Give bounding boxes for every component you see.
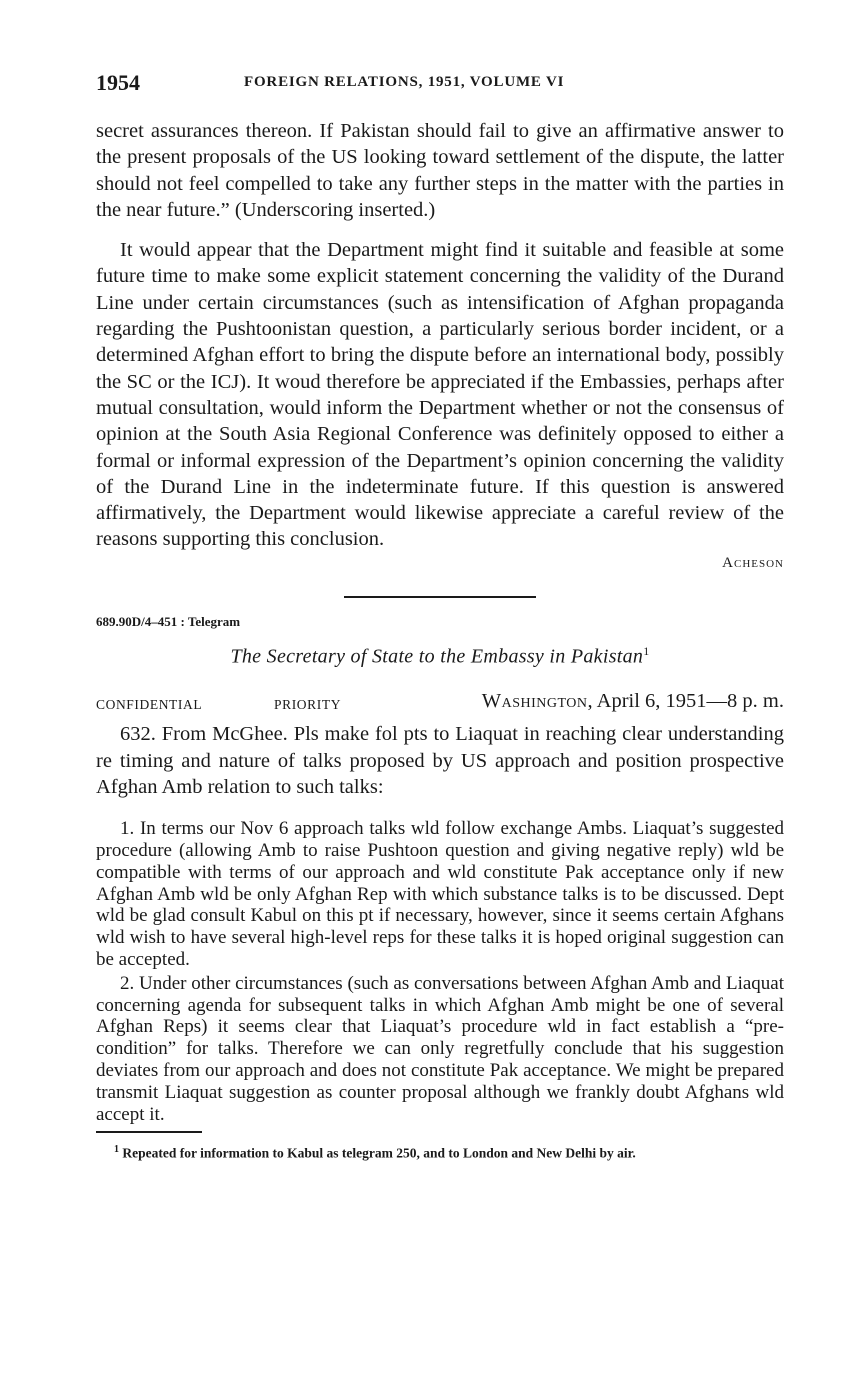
dateline-place: Washington bbox=[481, 690, 588, 713]
continued-paragraph: secret assurances thereon. If Pakistan should fail to give an affirmative answer to the present proposals of the US looking toward settlement of the dispute, the latter should not feel compelled to take any further steps in the matter with the parties in the near future.” (Underscoring inserted.) bbox=[96, 120, 784, 221]
telegram-intro: 632. From McGhee. Pls make fol pts to Liaquat in reaching clear understanding re timing and nature of talks proposed by US approach and position prospective Afghan Amb relation to such talks: bbox=[96, 723, 784, 798]
signature: Acheson bbox=[722, 554, 784, 571]
numbered-point-2: 2. Under other circumstances (such as conversations between Afghan Amb and Liaquat concerning agenda for subsequent talks in which Afghan Amb might be one of several Afghan Reps) it seems clear that Liaquat’s procedure wld in fact establish a “pre-condition” for talks. Therefore we can only regretfully conclude that his suggestion deviates from our approach and does not constitute Pak acceptance. We might be prepared transmit Liaquat suggestion as counter proposal although we frankly doubt Afghans wld accept it. bbox=[96, 972, 784, 1125]
document-title-text: The Secretary of State to the Embassy in Pakistan bbox=[230, 645, 644, 668]
footnote-text: Repeated for information to Kabul as telegram 250, and to London and New Delhi by air. bbox=[122, 1145, 636, 1161]
file-reference: 689.90D/4–451 : Telegram bbox=[96, 613, 241, 629]
document-page bbox=[96, 70, 784, 1163]
dateline-date: , April 6, 1951—8 p. m. bbox=[587, 690, 784, 713]
footnote bbox=[96, 1141, 784, 1163]
body-paragraph: It would appear that the Department might find it suitable and feasible at some future time to make some explicit statement concerning the validity of the Durand Line under certain circumstances (such as intensification of Afghan propaganda regarding the Pushtoonistan question, a particularly serious border incident, or a determined Afghan effort to bring the dispute before an international body, possibly the SC or the ICJ). It woud therefore be appreciated if the Embassies, perhaps after mutual consultation, would inform the Department whether or not the consensus of opinion at the South Asia Regional Conference was definitely opposed to either a formal or informal expression of the Department’s opinion concerning the validity of the Durand Line in the indeterminate future. If this question is answered affirmatively, the Department would likewise appreciate a careful review of the reasons supporting this conclusion. bbox=[96, 239, 784, 551]
priority-label: PRIORITY bbox=[274, 697, 342, 713]
numbered-point-1: 1. In terms our Nov 6 approach talks wld follow exchange Ambs. Liaquat’s suggested procedure (allowing Amb to raise Pushtoon question and giving negative reply) wld be compatible with terms of our approach and wld constitute Pak acceptance only if new Afghan Amb wld be only Afghan Rep with which substance talks is to be discussed. Dept wld be glad consult Kabul on this pt if necessary, however, since it seems certain Afghans wld wish to have several high-level reps for these talks it is hoped original suggestion can be accepted. bbox=[96, 818, 784, 971]
telegram-meta bbox=[96, 690, 784, 718]
footnote-divider bbox=[96, 1131, 202, 1133]
page-number: 1954 bbox=[96, 70, 140, 95]
running-title: FOREIGN RELATIONS, 1951, VOLUME VI bbox=[244, 74, 565, 90]
running-head bbox=[96, 70, 784, 102]
footnote-marker: 1 bbox=[643, 643, 650, 658]
section-divider bbox=[344, 596, 536, 598]
footnote-mark: 1 bbox=[114, 1144, 119, 1156]
dateline bbox=[482, 690, 784, 713]
document-title bbox=[96, 644, 784, 669]
classification-label: CONFIDENTIAL bbox=[96, 697, 203, 713]
